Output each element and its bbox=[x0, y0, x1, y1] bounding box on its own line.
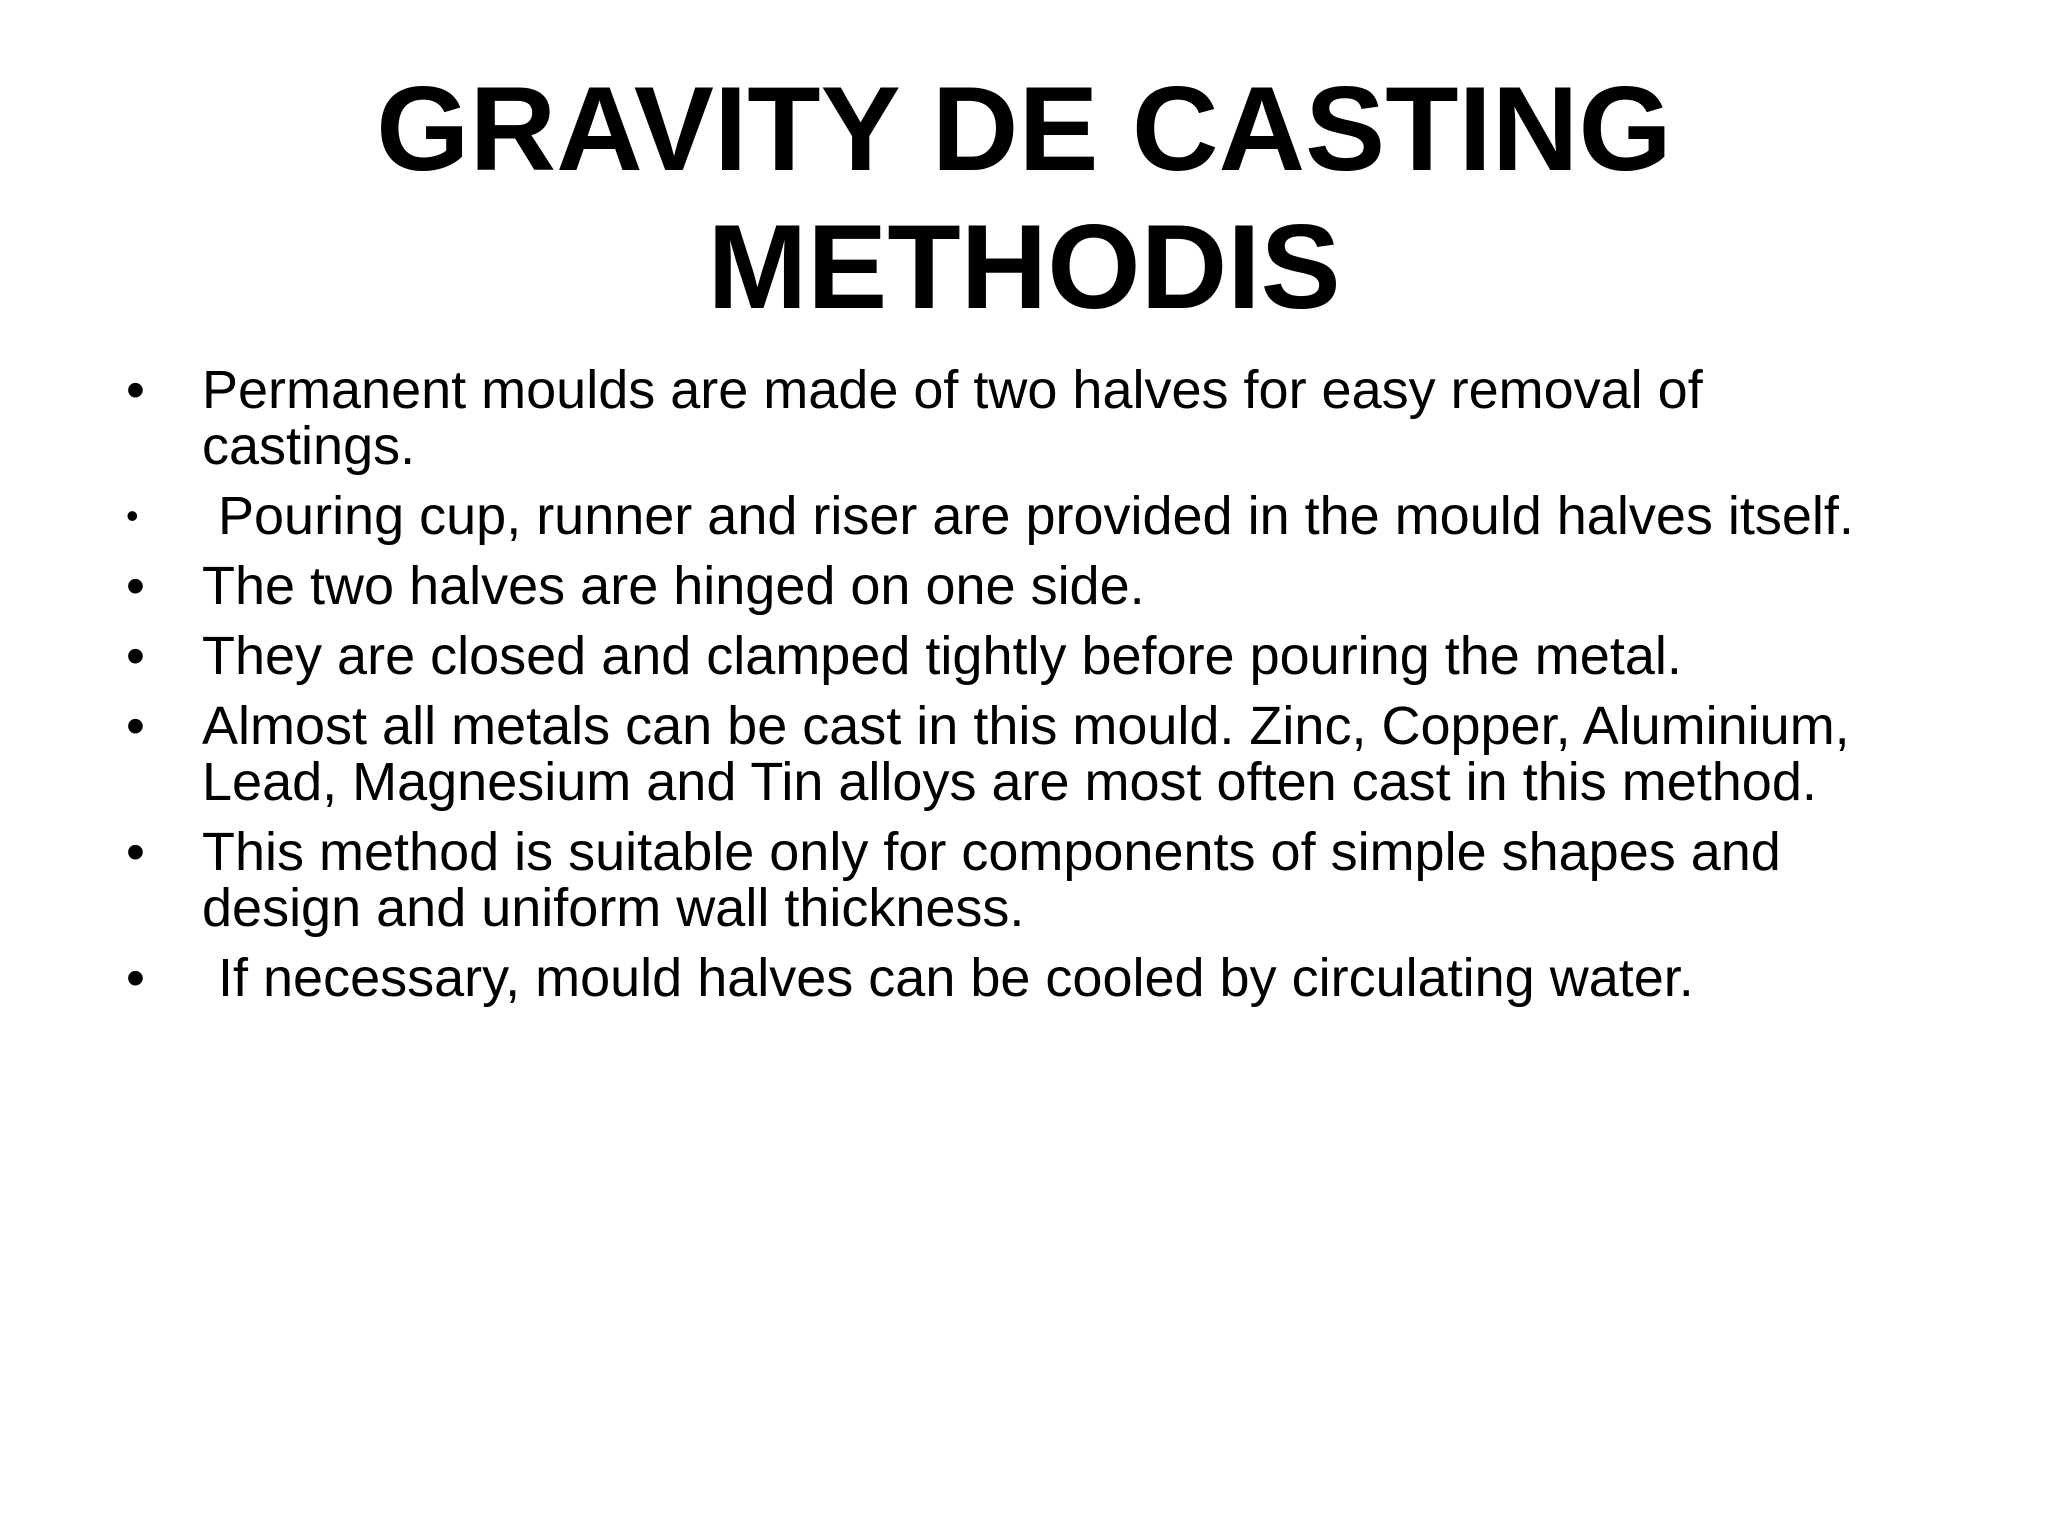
bullet-text-wrap bbox=[202, 488, 1922, 544]
bullet-text: The two halves are hinged on one side. bbox=[202, 556, 1145, 616]
bullet-item bbox=[0, 628, 2048, 684]
bullet-dot-icon: • bbox=[126, 556, 145, 616]
bullet-text-wrap bbox=[202, 950, 1922, 1006]
bullet-dot-icon: • bbox=[126, 696, 145, 756]
bullet-text: They are closed and clamped tightly before pouring the metal. bbox=[202, 626, 1682, 686]
bullet-item bbox=[0, 950, 2048, 1006]
slide-title-line-1: GRAVITY DE CASTING bbox=[376, 62, 1672, 196]
bullet-text: If necessary, mould halves can be cooled by circulating water. bbox=[218, 948, 1694, 1008]
bullet-item bbox=[0, 824, 2048, 936]
bullet-text: This method is suitable only for components of simple shapes and design and uniform wall thickness. bbox=[202, 822, 1781, 938]
bullet-dot-icon: • bbox=[126, 495, 139, 536]
bullet-item bbox=[0, 558, 2048, 614]
bullet-list bbox=[0, 362, 2048, 1020]
bullet-item bbox=[0, 488, 2048, 544]
bullet-item bbox=[0, 362, 2048, 474]
slide-title bbox=[0, 60, 2048, 336]
slide-title-line-2: METHODIS bbox=[707, 200, 1341, 334]
bullet-text: Pouring cup, runner and riser are provided in the mould halves itself. bbox=[218, 486, 1854, 546]
bullet-dot-icon: • bbox=[126, 360, 145, 420]
bullet-dot-icon: • bbox=[126, 948, 145, 1008]
bullet-text: Permanent moulds are made of two halves for easy removal of castings. bbox=[202, 360, 1703, 476]
bullet-item bbox=[0, 698, 2048, 810]
bullet-text: Almost all metals can be cast in this mould. Zinc, Copper, Aluminium, Lead, Magnesium and Tin alloys are most often cast in this method. bbox=[202, 696, 1850, 812]
bullet-dot-icon: • bbox=[126, 626, 145, 686]
bullet-dot-icon: • bbox=[126, 822, 145, 882]
